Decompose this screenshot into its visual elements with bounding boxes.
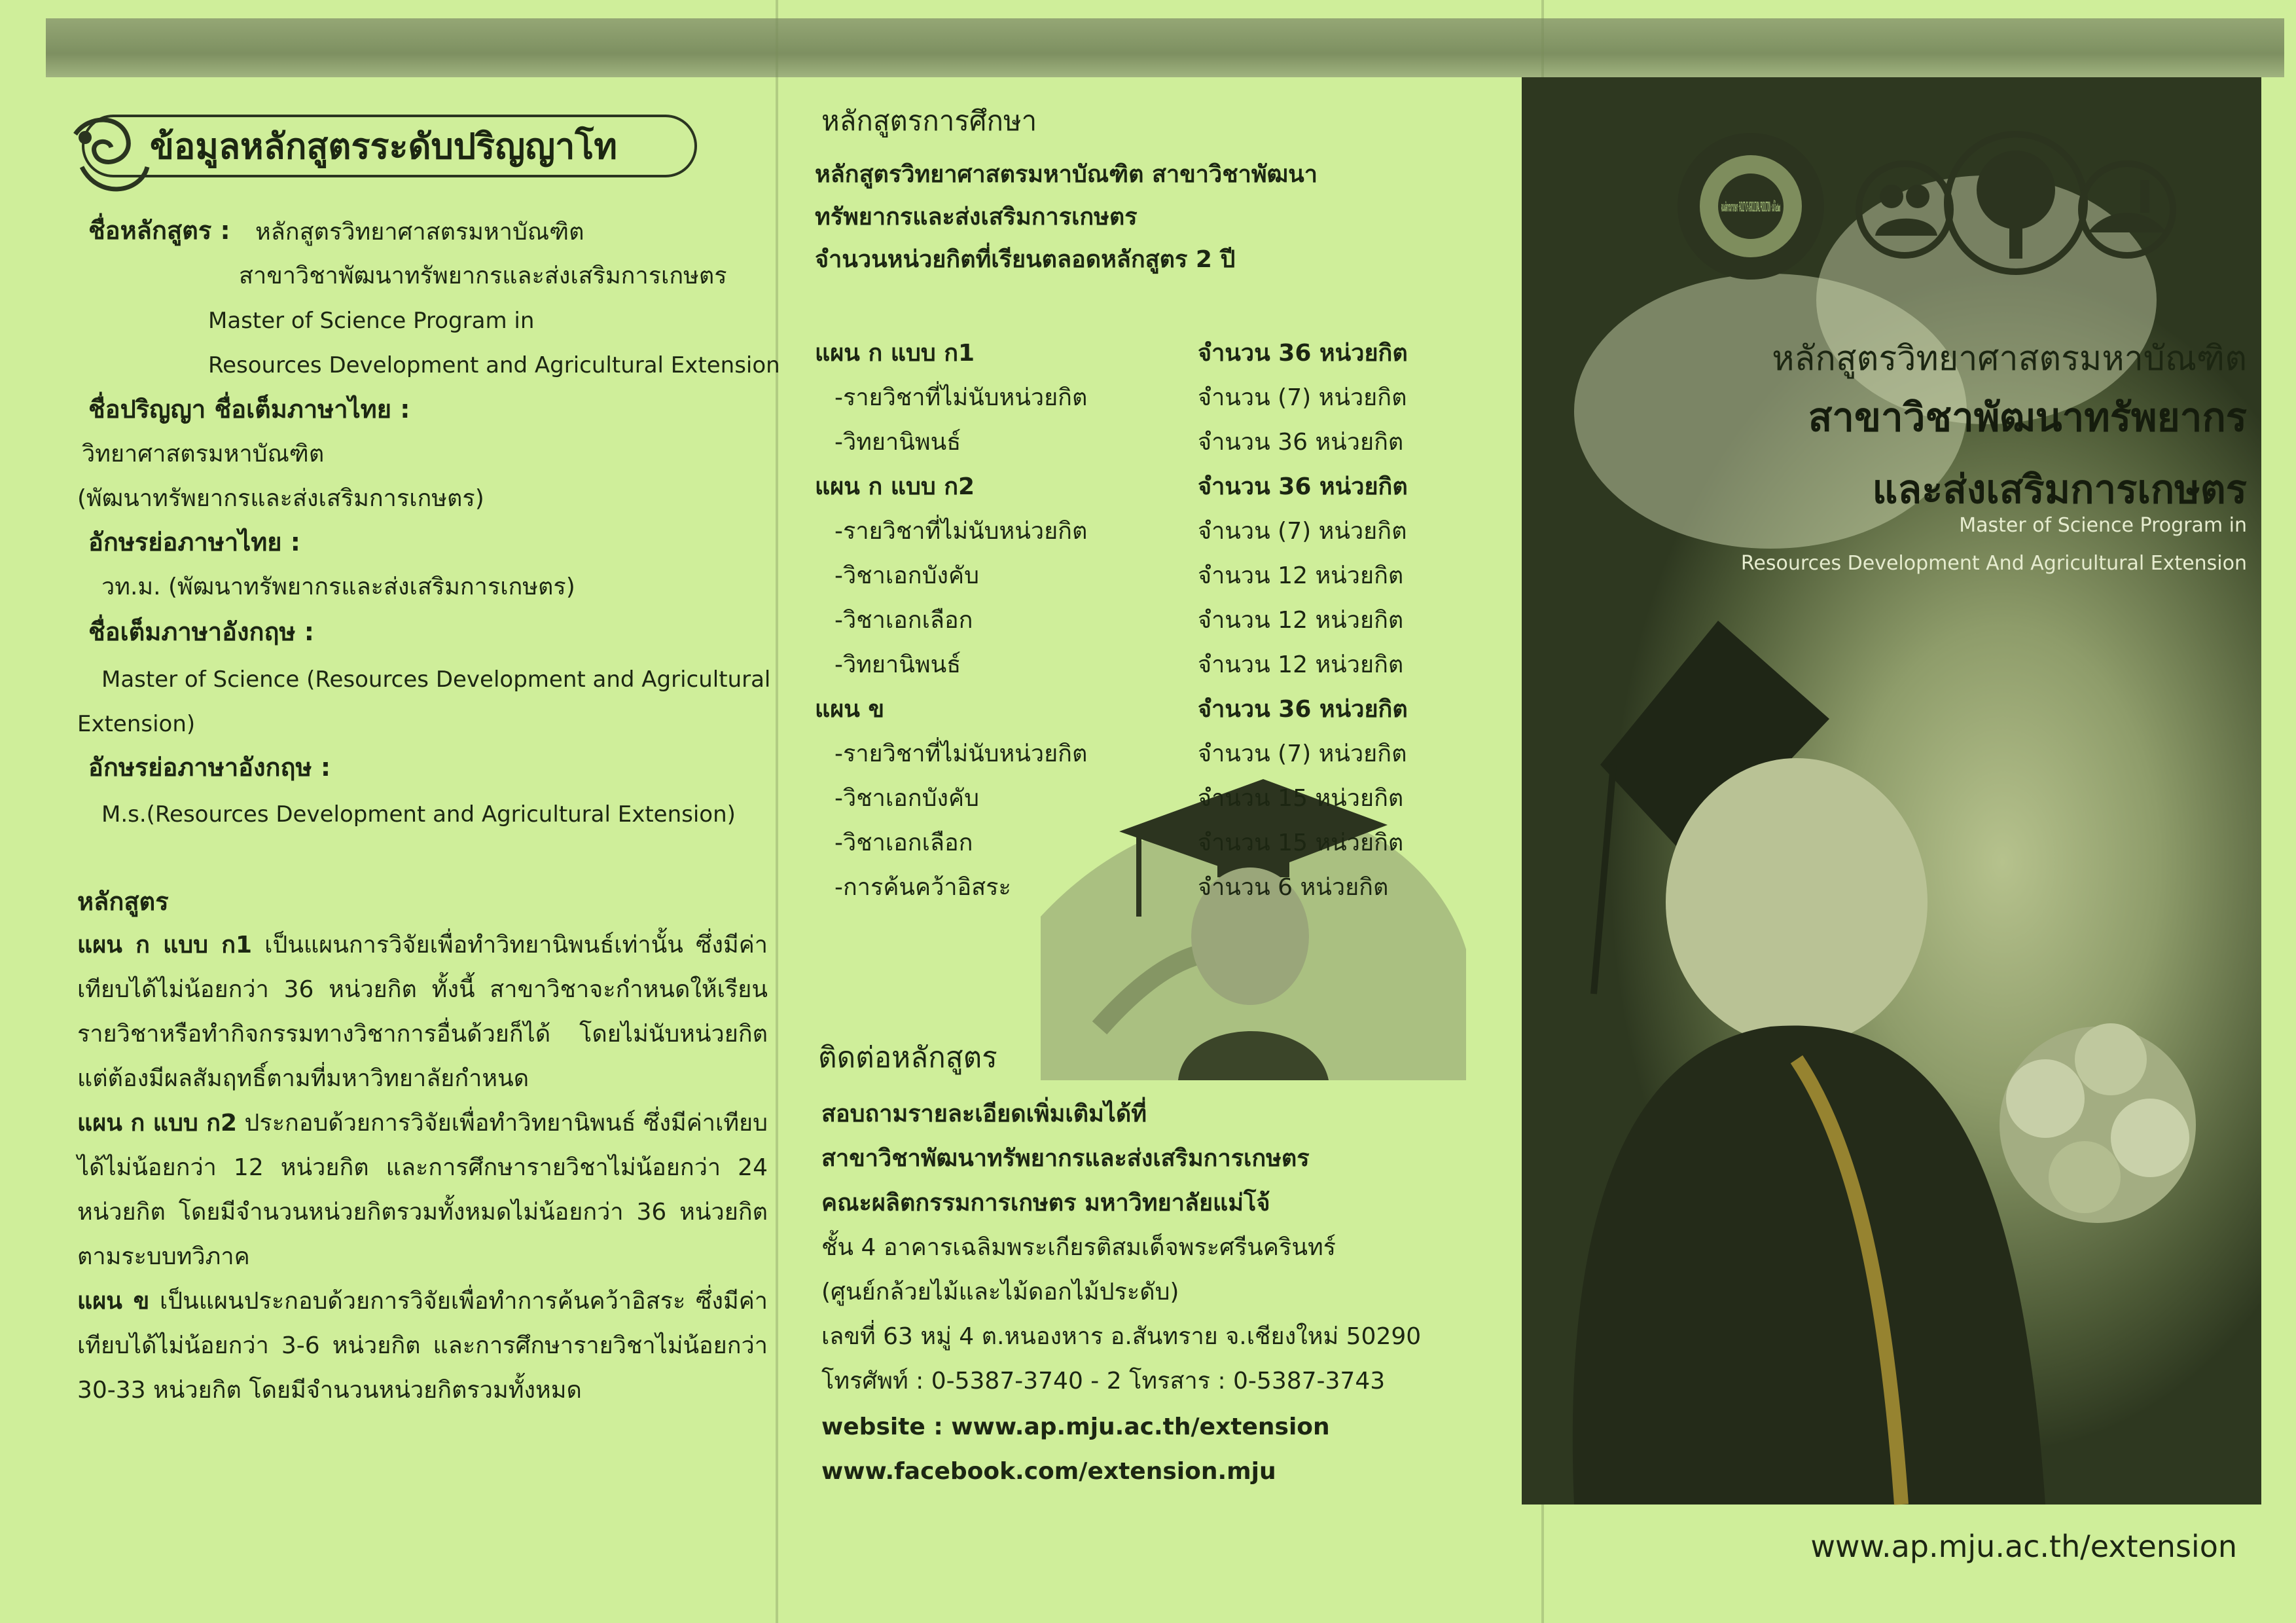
plan-b-text: เป็นแผนประกอบด้วยการวิจัยเพื่อทำการค้นคว้าอิสระ ซึ่งมีค่าเทียบได้ไม่น้อยกว่า 3-6 หน่วยกิต และการศึกษารายวิชาไม่น้อยกว่า 30-33 หน่วยกิต โดยมีจำนวนหน่วยกิตรวมทั้งหมด bbox=[77, 1288, 768, 1404]
top-band bbox=[46, 18, 2284, 77]
course-name-en-2: Resources Development and Agricultural Extension bbox=[208, 352, 780, 378]
credit-row-value: จำนวน 12 หน่วยกิต bbox=[1198, 562, 1404, 589]
study-heading: หลักสูตรการศึกษา bbox=[821, 105, 1037, 137]
cover-website: www.ap.mju.ac.th/extension bbox=[1810, 1529, 2237, 1564]
full-en-1: Master of Science (Resources Development and Agricultural bbox=[101, 666, 771, 693]
credit-row-value: จำนวน 12 หน่วยกิต bbox=[1198, 651, 1404, 678]
credit-row-name: -รายวิชาที่ไม่นับหน่วยกิต bbox=[834, 518, 1088, 545]
credit-row-value: จำนวน 36 หน่วยกิต bbox=[1198, 429, 1404, 456]
contact-website: website : www.ap.mju.ac.th/extension bbox=[821, 1413, 1330, 1440]
study-intro-3: จำนวนหน่วยกิตที่เรียนตลอดหลักสูตร 2 ปี bbox=[815, 246, 1236, 273]
curriculum-description bbox=[77, 923, 768, 1414]
cover-subtitle-1: Master of Science Program in bbox=[1959, 514, 2247, 537]
credit-row-value: จำนวน 36 หน่วยกิต bbox=[1198, 340, 1408, 367]
plan-a2-text: ประกอบด้วยการวิจัยเพื่อทำวิทยานิพนธ์ ซึ่งมีค่าเทียบได้ไม่น้อยกว่า 12 หน่วยกิต และการศึกษารายวิชาไม่น้อยกว่า 24 หน่วยกิต โดยมีจำนวนหน่วยกิตรวมทั้งหมดไม่น้อยกว่า 36 หน่วยกิต ตามระบบทวิภาค bbox=[77, 1110, 768, 1270]
credit-row-value: จำนวน (7) หน่วยกิต bbox=[1198, 384, 1407, 411]
abbr-en-label: อักษรย่อภาษาอังกฤษ : bbox=[88, 753, 331, 782]
study-intro-2: ทรัพยากรและส่งเสริมการเกษตร bbox=[815, 204, 1138, 230]
plan-b-lead: แผน ข bbox=[77, 1288, 150, 1315]
plan-a2-lead: แผน ก แบบ ก2 bbox=[77, 1110, 238, 1137]
study-intro-1: หลักสูตรวิทยาศาสตรมหาบัณฑิต สาขาวิชาพัฒนา bbox=[815, 161, 1318, 188]
cover-title-3: และส่งเสริมการเกษตร bbox=[1872, 467, 2247, 513]
degree-label: ชื่อปริญญา ชื่อเต็มภาษาไทย : bbox=[88, 395, 410, 424]
contact-line-4: ชั้น 4 อาคารเฉลิมพระเกียรติสมเด็จพระศรีนครินทร์ bbox=[821, 1234, 1336, 1261]
credit-row-name: -วิทยานิพนธ์ bbox=[834, 429, 961, 456]
abbr-th-label: อักษรย่อภาษาไทย : bbox=[88, 528, 301, 556]
contact-phone: โทรศัพท์ : 0-5387-3740 - 2 โทรสาร : 0-5387-3743 bbox=[821, 1368, 1386, 1395]
credit-row-value: จำนวน (7) หน่วยกิต bbox=[1198, 518, 1407, 545]
fold-line bbox=[776, 0, 778, 1623]
credit-row-name: แผน ข bbox=[815, 696, 885, 723]
credit-row-name: -วิชาเอกเลือก bbox=[834, 607, 973, 634]
plan-a1-lead: แผน ก แบบ ก1 bbox=[77, 932, 253, 958]
plan-a1-text: เป็นแผนการวิจัยเพื่อทำวิทยานิพนธ์เท่านั้น ซึ่งมีค่าเทียบได้ไม่น้อยกว่า 36 หน่วยกิต ทั้งนี้ สาขาวิชาจะกำหนดให้เรียนรายวิชาหรือทำกิจกรรมทางวิชาการอื่นด้วยก็ได้ โดยไม่นับหน่วยกิตแต่ต้องมีผลสัมฤทธิ์ตามที่มหาวิทยาลัยกำหนด bbox=[77, 932, 768, 1092]
full-en-2: Extension) bbox=[77, 711, 196, 737]
course-name-label: ชื่อหลักสูตร : bbox=[88, 216, 230, 245]
credit-row-name: -รายวิชาที่ไม่นับหน่วยกิต bbox=[834, 740, 1088, 767]
contact-line-5: (ศูนย์กล้วยไม้และไม้ดอกไม้ประดับ) bbox=[821, 1279, 1179, 1305]
contact-line-1: สอบถามรายละเอียดเพิ่มเติมได้ที่ bbox=[821, 1101, 1147, 1127]
credit-row-name: -วิชาเอกเลือก bbox=[834, 830, 973, 856]
faculty-seal-icon bbox=[1672, 128, 1829, 285]
full-en-label: ชื่อเต็มภาษาอังกฤษ : bbox=[88, 617, 314, 646]
cover-subtitle-2: Resources Development And Agricultural Extension bbox=[1740, 552, 2247, 575]
heading-text: ข้อมูลหลักสูตรระดับปริญญาโท bbox=[150, 126, 618, 167]
credit-row-value: จำนวน (7) หน่วยกิต bbox=[1198, 740, 1407, 767]
credit-row-value: จำนวน 12 หน่วยกิต bbox=[1198, 607, 1404, 634]
course-name-en-1: Master of Science Program in bbox=[208, 308, 535, 334]
credit-row-name: -วิชาเอกบังคับ bbox=[834, 562, 979, 589]
contact-heading: ติดต่อหลักสูตร bbox=[818, 1041, 997, 1074]
program-logos-icon bbox=[1852, 128, 2179, 291]
credit-row-name: -การค้นคว้าอิสระ bbox=[834, 874, 1011, 901]
cover-title-2: สาขาวิชาพัฒนาทรัพยากร bbox=[1808, 395, 2247, 441]
credit-row-name: แผน ก แบบ ก1 bbox=[815, 340, 975, 367]
credit-row-value: จำนวน 15 หน่วยกิต bbox=[1198, 785, 1404, 812]
credit-row-value: จำนวน 36 หน่วยกิต bbox=[1198, 473, 1408, 500]
contact-line-2: สาขาวิชาพัฒนาทรัพยากรและส่งเสริมการเกษตร bbox=[821, 1145, 1310, 1172]
contact-line-3: คณะผลิตกรรมการเกษตร มหาวิทยาลัยแม่โจ้ bbox=[821, 1190, 1270, 1216]
credit-row-value: จำนวน 36 หน่วยกิต bbox=[1198, 696, 1408, 723]
degree-th-1: วิทยาศาสตรมหาบัณฑิต bbox=[82, 441, 325, 467]
credit-row-name: -วิทยานิพนธ์ bbox=[834, 651, 961, 678]
degree-th-2: (พัฒนาทรัพยากรและส่งเสริมการเกษตร) bbox=[77, 485, 484, 512]
cover-photo bbox=[1522, 77, 2261, 1504]
credit-row-name: -วิชาเอกบังคับ bbox=[834, 785, 979, 812]
abbr-th: วท.ม. (พัฒนาทรัพยากรและส่งเสริมการเกษตร) bbox=[101, 574, 575, 600]
course-name-th-2: สาขาวิชาพัฒนาทรัพยากรและส่งเสริมการเกษตร bbox=[239, 263, 727, 289]
cover-title-1: หลักสูตรวิทยาศาสตรมหาบัณฑิต bbox=[1772, 339, 2247, 378]
section-heading bbox=[82, 115, 697, 177]
credit-row-name: แผน ก แบบ ก2 bbox=[815, 473, 975, 500]
credit-row-value: จำนวน 15 หน่วยกิต bbox=[1198, 830, 1404, 856]
graduate-photo bbox=[1522, 77, 2261, 1504]
seal-text: คณะผลิตกรรมการเกษตร · FACULTY OF AGRICULTURAL PRODUCTION · แม่โจ้ ๒๕๑๗ bbox=[1721, 199, 1780, 215]
contact-facebook: www.facebook.com/extension.mju bbox=[821, 1458, 1276, 1485]
credit-row-name: -รายวิชาที่ไม่นับหน่วยกิต bbox=[834, 384, 1088, 411]
contact-line-6: เลขที่ 63 หมู่ 4 ต.หนองหาร อ.สันทราย จ.เชียงใหม่ 50290 bbox=[821, 1323, 1422, 1350]
abbr-en: M.s.(Resources Development and Agricultural Extension) bbox=[101, 801, 736, 828]
curriculum-label: หลักสูตร bbox=[77, 887, 169, 916]
course-name-th-1: หลักสูตรวิทยาศาสตรมหาบัณฑิต bbox=[255, 219, 584, 246]
credit-row-value: จำนวน 6 หน่วยกิต bbox=[1198, 874, 1389, 901]
